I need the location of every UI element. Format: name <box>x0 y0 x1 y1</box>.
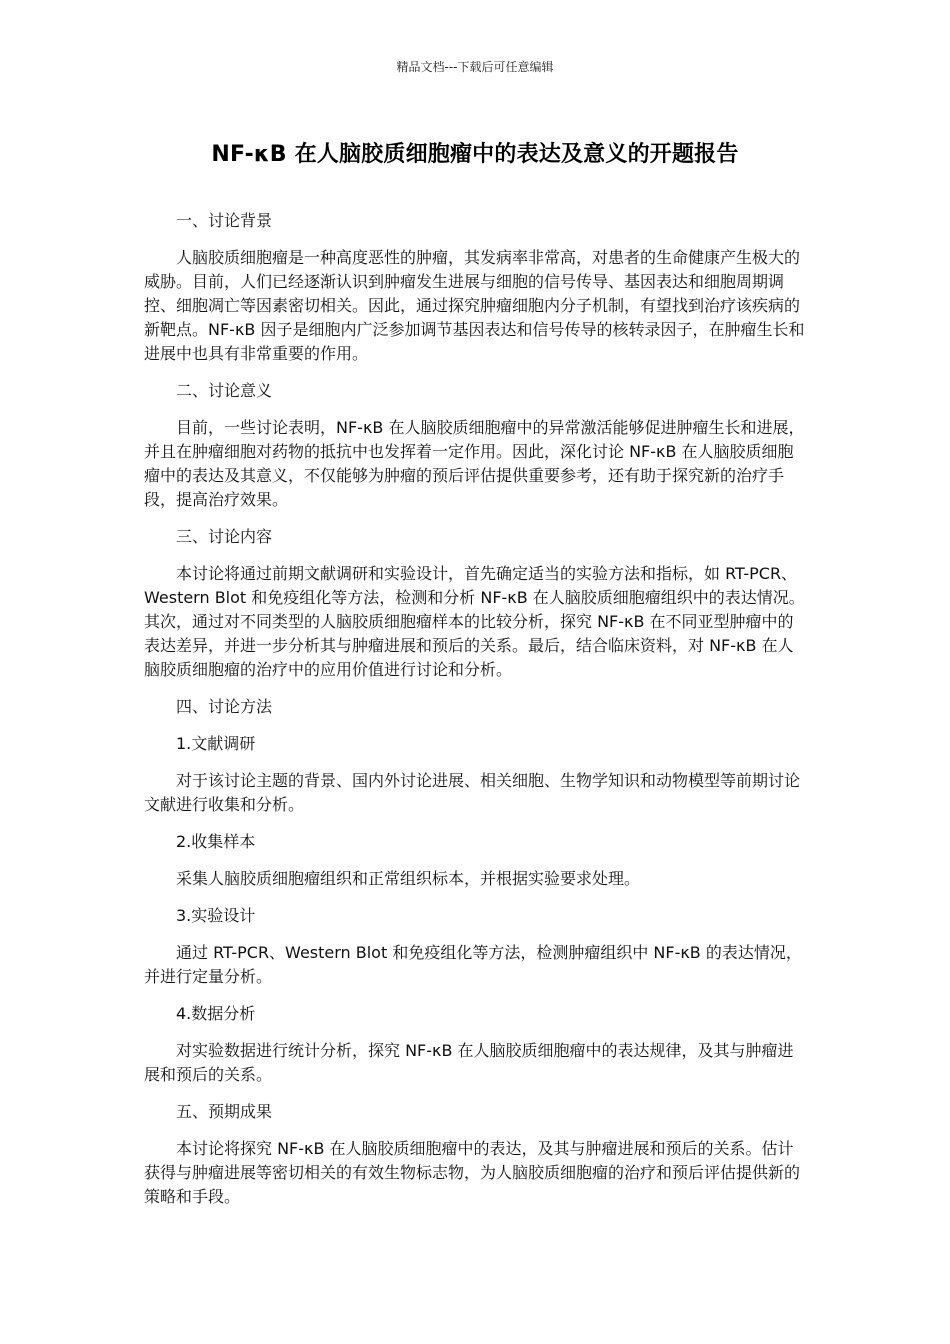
document-body <box>144 209 806 1222</box>
body-paragraph: 采集人脑胶质细胞瘤组织和正常组织标本，并根据实验要求处理。 <box>176 869 641 888</box>
body-paragraph: 人脑胶质细胞瘤是一种高度恶性的肿瘤，其发病率非常高，对患者的生命健康产生极大的威胁。目前，人们已经逐渐认识到肿瘤发生进展与细胞的信号传导、基因表达和细胞周期调控、细胞凋亡等因素密切相关。因此，通过探究肿瘤细胞内分子机制，有望找到治疗该疾病的新靶点。NF-κB 因子是细胞内广泛参加调节基因表达和信号传导的核转录因子，在肿瘤生长和进展中也具有非常重要的作用。 <box>144 248 805 363</box>
body-paragraph: 本讨论将通过前期文献调研和实验设计，首先确定适当的实验方法和指标，如 RT-PCR、Western Blot 和免疫组化等方法，检测和分析 NF-κB 在人脑胶质细胞瘤组织中的表达情况。其次，通过对不同类型的人脑胶质细胞瘤样本的比较分析，探究 NF-κB 在不同亚型肿瘤中的表达差异，并进一步分析其与肿瘤进展和预后的关系。最后，结合临床资料，对 NF-κB 在人脑胶质细胞瘤的治疗中的应用价值进行讨论和分析。 <box>144 564 805 679</box>
body-paragraph: 对实验数据进行统计分析，探究 NF-κB 在人脑胶质细胞瘤中的表达规律，及其与肿瘤进展和预后的关系。 <box>144 1041 794 1084</box>
section-heading: 二、讨论意义 <box>176 381 273 400</box>
subsection-heading: 1.文献调研 <box>176 734 256 753</box>
section-heading: 三、讨论内容 <box>176 527 273 546</box>
page-header: 精品文档---下载后可任意编辑 <box>396 60 554 74</box>
document-title: NF-κB 在人脑胶质细胞瘤中的表达及意义的开题报告 <box>211 142 739 167</box>
body-paragraph: 对于该讨论主题的背景、国内外讨论进展、相关细胞、生物学知识和动物模型等前期讨论文献进行收集和分析。 <box>144 771 801 814</box>
section-heading: 四、讨论方法 <box>176 697 273 716</box>
subsection-heading: 2.收集样本 <box>176 832 256 851</box>
body-paragraph: 目前，一些讨论表明，NF-κB 在人脑胶质细胞瘤中的异常激活能够促进肿瘤生长和进展，并且在肿瘤细胞对药物的抵抗中也发挥着一定作用。因此，深化讨论 NF-κB 在人脑胶质细胞瘤中的表达及其意义，不仅能够为肿瘤的预后评估提供重要参考，还有助于探究新的治疗手段，提高治疗效果。 <box>144 418 805 509</box>
section-heading: 五、预期成果 <box>176 1102 273 1121</box>
subsection-heading: 3.实验设计 <box>176 906 256 925</box>
body-paragraph: 通过 RT-PCR、Western Blot 和免疫组化等方法，检测肿瘤组织中 NF-κB 的表达情况，并进行定量分析。 <box>144 943 802 986</box>
subsection-heading: 4.数据分析 <box>176 1004 256 1023</box>
body-paragraph: 本讨论将探究 NF-κB 在人脑胶质细胞瘤中的表达，及其与肿瘤进展和预后的关系。估计获得与肿瘤进展等密切相关的有效生物标志物，为人脑胶质细胞瘤的治疗和预后评估提供新的策略和手段。 <box>144 1139 801 1206</box>
section-heading: 一、讨论背景 <box>176 211 273 230</box>
